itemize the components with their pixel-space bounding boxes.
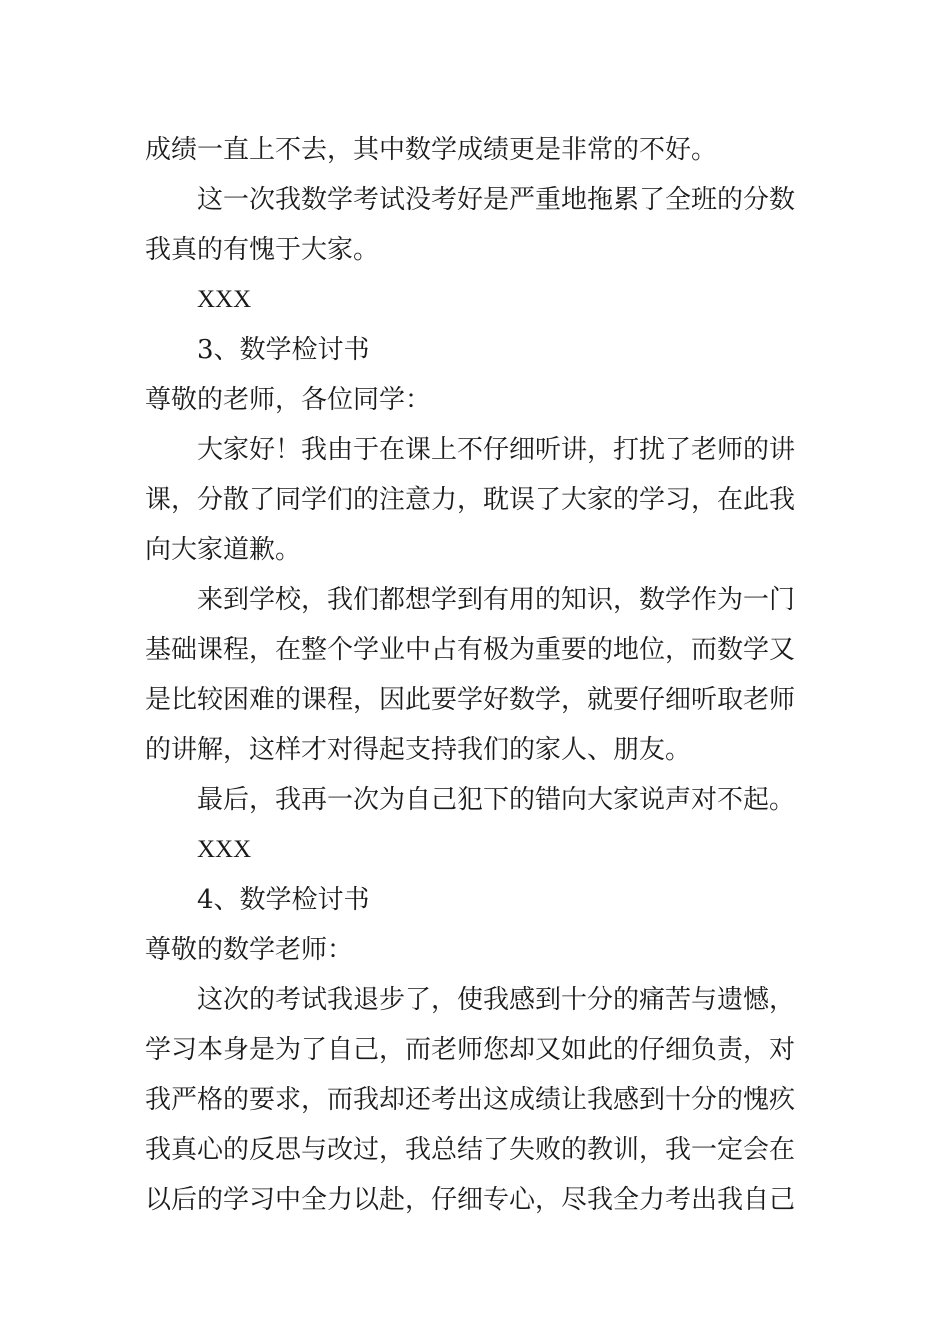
body-text-line: 向大家道歉。 [145, 535, 302, 565]
signature-line: XXX [197, 836, 252, 863]
salutation: 尊敬的数学老师： [145, 935, 354, 965]
body-text-line: 是比较困难的课程，因此要学好数学，就要仔细听取老师 [145, 685, 796, 715]
body-text-line: 基础课程，在整个学业中占有极为重要的地位，而数学又 [145, 635, 796, 665]
body-text-line: 以后的学习中全力以赴，仔细专心，尽我全力考出我自己 [145, 1185, 796, 1215]
paragraph-first-line: 大家好！我由于在课上不仔细听讲，打扰了老师的讲 [197, 435, 796, 465]
body-text-line: 我严格的要求，而我却还考出这成绩让我感到十分的愧疚 [145, 1085, 796, 1115]
body-text-line: 课，分散了同学们的注意力，耽误了大家的学习，在此我 [145, 485, 796, 515]
body-text-line: 我真心的反思与改过，我总结了失败的教训，我一定会在 [145, 1135, 796, 1165]
body-text-line: 学习本身是为了自己，而老师您却又如此的仔细负责，对 [145, 1035, 796, 1065]
salutation: 尊敬的老师，各位同学： [145, 385, 432, 415]
body-text-line: 我真的有愧于大家。 [145, 235, 380, 265]
body-text-line: 的讲解，这样才对得起支持我们的家人、朋友。 [145, 735, 692, 765]
signature-line: XXX [197, 286, 252, 313]
paragraph-first-line: 这一次我数学考试没考好是严重地拖累了全班的分数 [197, 185, 796, 215]
paragraph-first-line: 这次的考试我退步了，使我感到十分的痛苦与遗憾， [197, 985, 796, 1015]
section-heading: 3、数学检讨书 [197, 335, 370, 365]
paragraph-first-line: 来到学校，我们都想学到有用的知识，数学作为一门 [197, 585, 796, 615]
body-text-line: 成绩一直上不去，其中数学成绩更是非常的不好。 [145, 135, 718, 165]
section-heading: 4、数学检讨书 [197, 885, 370, 915]
paragraph-first-line: 最后，我再一次为自己犯下的错向大家说声对不起。 [197, 785, 796, 815]
